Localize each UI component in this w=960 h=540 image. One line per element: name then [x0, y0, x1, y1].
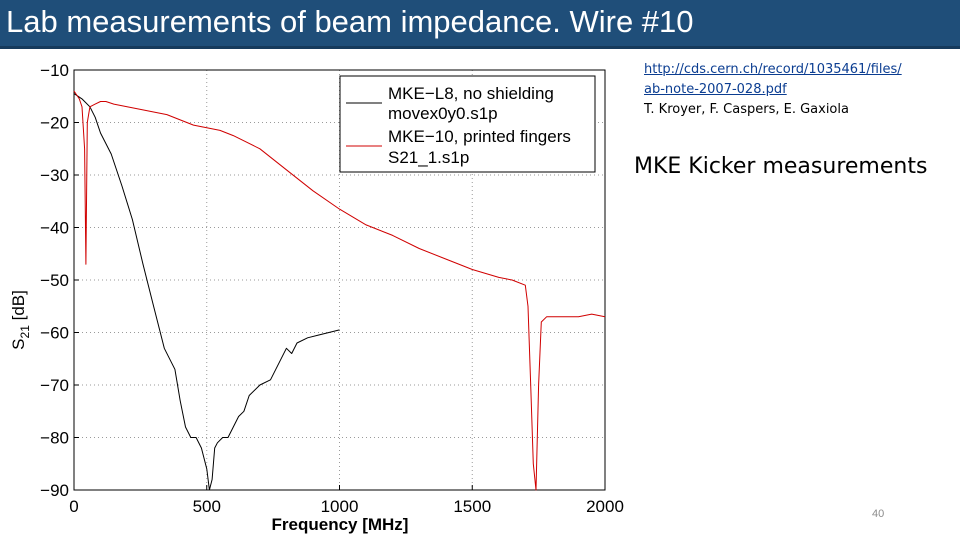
- x-tick-label: 1000: [320, 497, 359, 516]
- slide-title: Lab measurements of beam impedance. Wire #10: [6, 4, 694, 39]
- y-tick-label: −60: [40, 323, 69, 343]
- title-bar: [0, 0, 960, 49]
- legend-entry-3: MKE−10, printed fingers: [388, 127, 571, 146]
- x-tick-label: 0: [69, 497, 79, 516]
- legend: [340, 76, 595, 172]
- y-axis-label: [9, 290, 32, 350]
- reference-link-line-1[interactable]: http://cds.cern.ch/record/1035461/files/: [644, 62, 902, 77]
- x-tick-label: 2000: [586, 497, 624, 516]
- y-tick-label: −90: [40, 481, 69, 500]
- y-tick-label: −10: [40, 61, 69, 80]
- x-axis-label: Frequency [MHz]: [271, 515, 409, 534]
- chart: [0, 50, 630, 540]
- y-tick-label: −70: [40, 376, 69, 395]
- reference: [644, 60, 902, 120]
- reference-authors: T. Kroyer, F. Caspers, E. Gaxiola: [644, 102, 849, 117]
- y-tick-label: −20: [40, 113, 69, 133]
- reference-link-line-2[interactable]: ab-note-2007-028.pdf: [644, 82, 787, 97]
- x-tick-label: 500: [192, 497, 221, 516]
- y-axis-label-unit: [dB]: [9, 290, 28, 326]
- y-axis-label-sub: 21: [18, 325, 32, 339]
- page-number: 40: [872, 508, 885, 520]
- legend-entry-4: S21_1.s1p: [388, 148, 470, 167]
- x-tick-label: 1500: [453, 497, 492, 516]
- y-tick-label: −80: [40, 428, 69, 448]
- legend-entry-2: movex0y0.s1p: [388, 104, 498, 123]
- y-axis-label-main: S: [9, 338, 28, 350]
- side-heading: MKE Kicker measurements: [634, 154, 928, 179]
- y-tick-label: −30: [40, 166, 69, 185]
- y-tick-label: −50: [40, 271, 69, 290]
- legend-entry-1: MKE−L8, no shielding: [388, 84, 554, 103]
- y-tick-label: −40: [40, 218, 69, 238]
